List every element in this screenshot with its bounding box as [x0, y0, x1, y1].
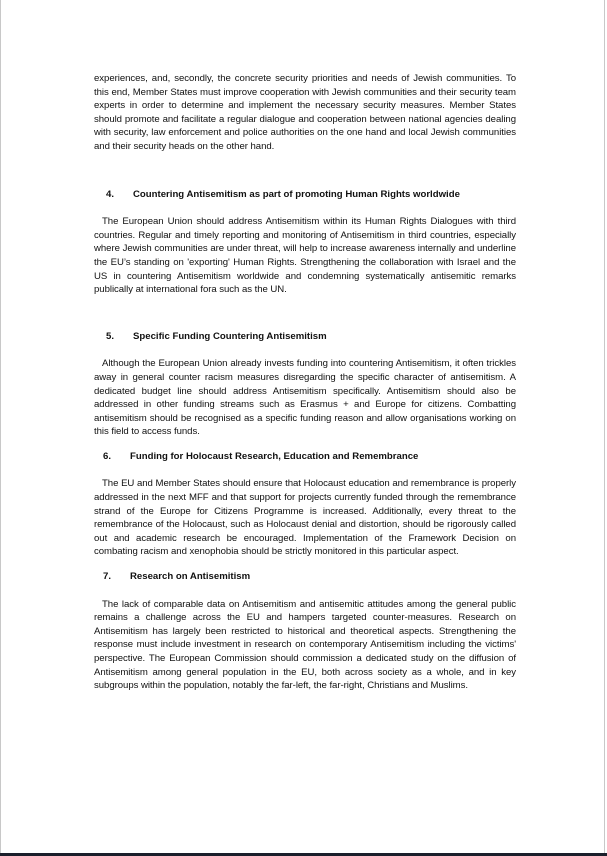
section-7-title: Research on Antisemitism — [130, 571, 251, 583]
section-5-body: Although the European Union already invests funding into countering Antisemitism, it often trickles away in general counter racism measures disregarding the specific character of antisemitism. A dedicated budget line should address Antisemitism specifically. Antisemitism should also be addressed in other funding streams such as Erasmus + and Europe for citizens. Combatting antisemitism should be recognised as a specific funding reason and allow organisations working on this field to access funds. — [94, 358, 516, 438]
section-4-heading — [94, 188, 516, 202]
section-4-body: The European Union should address Antisemitism within its Human Rights Dialogues with third countries. Regular and timely reporting and monitoring of Antisemitism in third countries, especially where Jewish communities are under threat, will help to increase awareness internally and underline the EU’s standing on 'exporting' Human Rights. Strengthening the collaboration with Israel and the US in countering Antisemitism worldwide and condemning systematically antisemitic remarks publically at international fora such as the UN. — [94, 216, 516, 296]
section-7-number: 7. — [103, 571, 112, 583]
section-4-number: 4. — [106, 188, 115, 200]
section-6-heading — [94, 450, 516, 464]
section-7-body: The lack of comparable data on Antisemitism and antisemitic attitudes among the general public remains a challenge across the EU and hampers targeted counter-measures. Research on Antisemitism has largely been restricted to historical and theoretical aspects. Strengthening the response must include investment in research on contemporary Antisemitism including the victims' perspective. The European Commission should commission a dedicated study on the diffusion of Antisemitism among general population in the EU, both across society as a whole, and in key subgroups within the population, notably the far-left, the far-right, Christians and Muslims. — [94, 598, 516, 692]
section-5-number: 5. — [106, 330, 115, 342]
section-7-heading — [94, 570, 516, 584]
section-5-title: Specific Funding Countering Antisemitism — [133, 330, 327, 342]
section-4-title: Countering Antisemitism as part of promoting Human Rights worldwide — [133, 188, 460, 200]
section-5-heading — [94, 330, 516, 344]
intro-paragraph: experiences, and, secondly, the concrete security priorities and needs of Jewish communities. To this end, Member States must improve cooperation with Jewish communities and their security team experts in order to determine and implement the necessary security measures. Member States should promote and facilitate a regular dialogue and cooperation between national agencies dealing with security, law enforcement and police authorities on the one hand and local Jewish communities and their security heads on the other hand. — [94, 73, 516, 152]
section-6-body: The EU and Member States should ensure that Holocaust education and remembrance is properly addressed in the next MFF and that support for projects currently funded through the remembrance strand of the Europe for Citizens Programme is increased. Additionally, every threat to the remembrance of the Holocaust, such as Holocaust denial and distortion, should be rigorously called out and academic research be encouraged. Implementation of the Framework Decision on combating racism and xenophobia should be strictly monitored in this particular aspect. — [94, 478, 516, 558]
section-6-title: Funding for Holocaust Research, Education and Remembrance — [130, 450, 419, 462]
page-content — [94, 72, 516, 693]
section-6-number: 6. — [103, 450, 112, 462]
